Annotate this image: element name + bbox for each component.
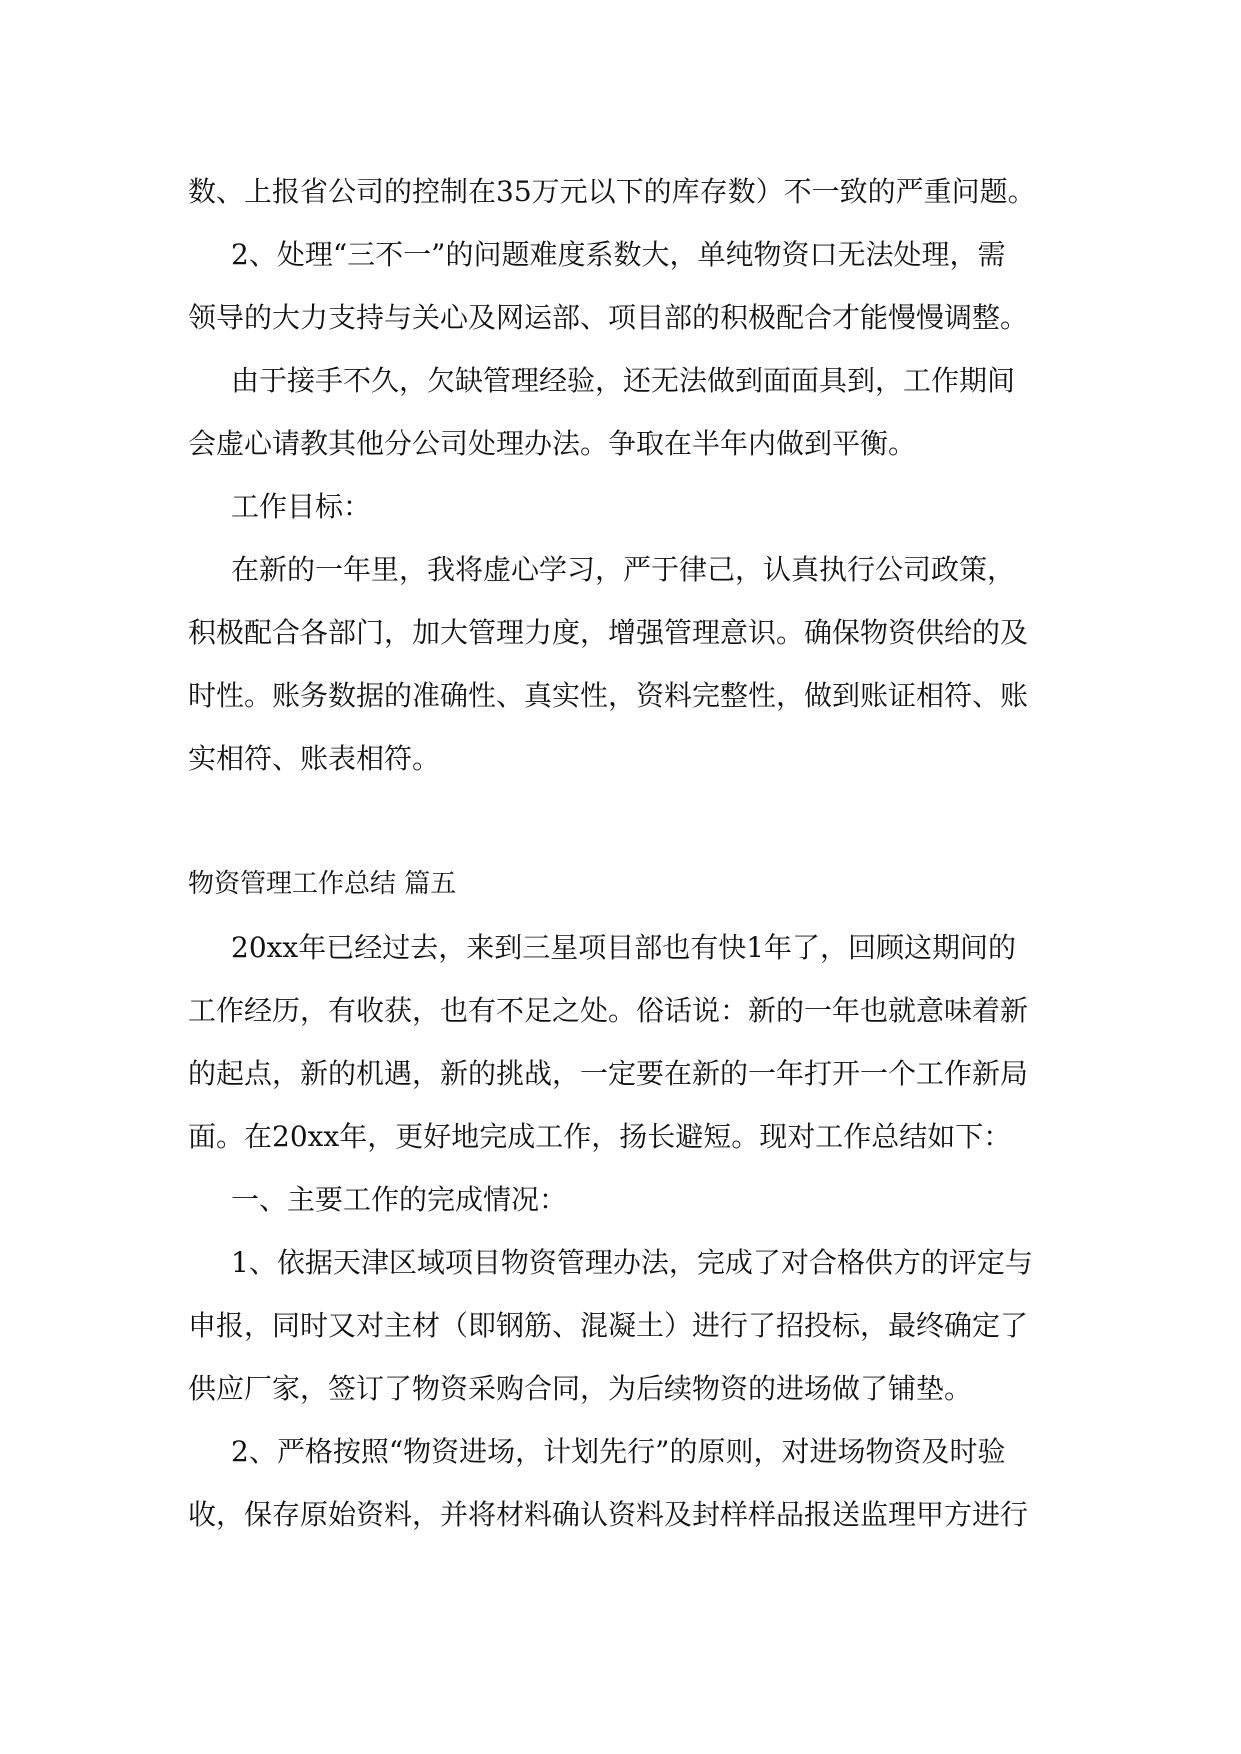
paragraph-line: 积极配合各部门，加大管理力度，增强管理意识。确保物资供给的及 — [188, 616, 1029, 649]
section-spacer — [188, 790, 1064, 853]
paragraph-line: 由于接手不久，欠缺管理经验，还无法做到面面具到，工作期间 — [231, 364, 1016, 397]
paragraph-line: 工作目标： — [231, 490, 372, 523]
document-body — [188, 160, 1064, 1546]
paragraph-line: 实相符、账表相符。 — [188, 742, 441, 775]
paragraph-line: 供应厂家，签订了物资采购合同，为后续物资的进场做了铺垫。 — [188, 1372, 973, 1405]
paragraph-line: 工作经历，有收获，也有不足之处。俗话说：新的一年也就意味着新 — [188, 994, 1029, 1027]
paragraph-line: 的起点，新的机遇，新的挑战，一定要在新的一年打开一个工作新局 — [188, 1057, 1029, 1090]
paragraph-line: 申报，同时又对主材（即钢筋、混凝土）进行了招投标，最终确定了 — [188, 1309, 1029, 1342]
paragraph-line: 面。在20xx年，更好地完成工作，扬长避短。现对工作总结如下： — [188, 1120, 1012, 1153]
paragraph-line: 会虚心请教其他分公司处理办法。争取在半年内做到平衡。 — [188, 427, 917, 460]
paragraph-line: 收，保存原始资料，并将材料确认资料及封样样品报送监理甲方进行 — [188, 1498, 1029, 1531]
paragraph-line: 数、上报省公司的控制在35万元以下的库存数）不一致的严重问题。 — [188, 175, 1036, 208]
paragraph-line: 2、处理“三不一”的问题难度系数大，单纯物资口无法处理，需 — [231, 238, 1006, 271]
paragraph-line: 在新的一年里，我将虚心学习，严于律己，认真执行公司政策， — [231, 553, 1016, 586]
paragraph-line: 1、依据天津区域项目物资管理办法，完成了对合格供方的评定与 — [231, 1246, 1033, 1279]
paragraph-line: 时性。账务数据的准确性、真实性，资料完整性，做到账证相符、账 — [188, 679, 1029, 712]
paragraph-line: 20xx年已经过去，来到三星项目部也有快1年了，回顾这期间的 — [231, 931, 1017, 964]
paragraph-line: 领导的大力支持与关心及网运部、项目部的积极配合才能慢慢调整。 — [188, 301, 1029, 334]
section-heading: 物资管理工作总结 篇五 — [188, 869, 457, 899]
paragraph-line: 2、严格按照“物资进场，计划先行”的原则，对进场物资及时验 — [231, 1435, 1006, 1468]
paragraph-line: 一、主要工作的完成情况： — [231, 1183, 568, 1216]
